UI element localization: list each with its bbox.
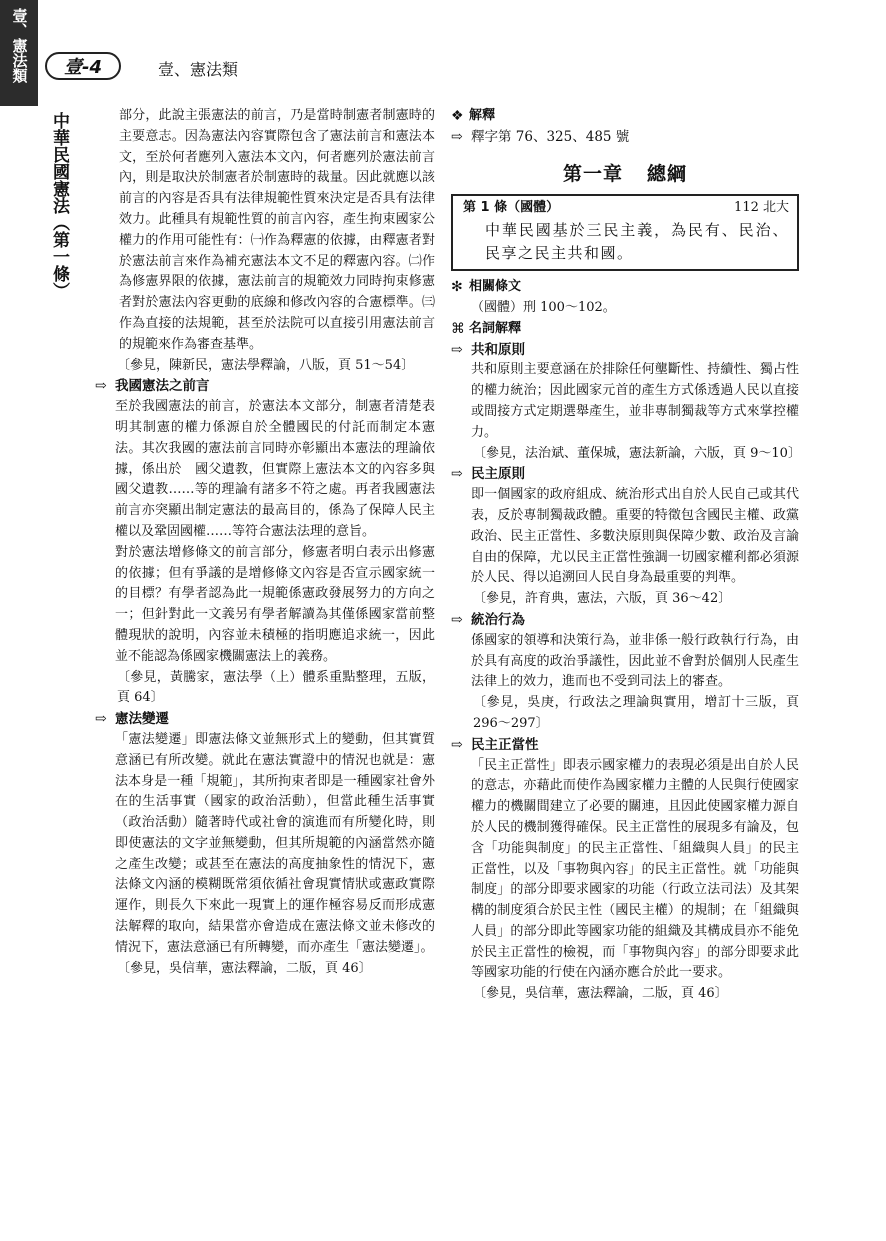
term-heading (451, 735, 799, 756)
chapter-name: 總綱 (647, 162, 688, 185)
paragraph: 共和原則主要意涵在於排除任何壟斷性、持續性、獨占性的權力統治；因此國家元首的產生方式係透過人民以直接或間接方式定期選舉產生，並非專制獨裁等方式來掌控權力。 (471, 362, 799, 440)
term-title: 我國憲法之前言 (115, 378, 210, 395)
reference: 〔參見，法治斌、董保城，憲法新論，六版，頁 9～10〕 (473, 445, 801, 461)
article-header (463, 198, 789, 219)
paragraph: 「憲法變遷」即憲法條文並無形式上的變動，但其實質意涵已有所改變。就此在憲法實證中的情況也就是：憲法本身是一種「規範」，其所拘束者即是一種國家社會外在的生活事實（國家的政治活動），但當此種生活事實（政治活動）隨著時代或社會的演進而有所變化時，則即使憲法的文字並無變動，但其所規範的內涵當然亦隨之產生改變；或甚至在憲法的高度抽象性的情況下，憲法條文內涵的模糊既常須依循社會現實情狀或憲政實際運作，則長久下來此一現實上的運作極容易反而形成憲法解釋的取向，結果當亦會造成在憲法條文並未修改的情況下，憲法意涵已有所轉變，而亦產生「憲法變遷」。 (115, 731, 435, 955)
asterisk-icon: ✻ (451, 279, 463, 296)
arrow-right-icon: ⇨ (451, 736, 463, 753)
paragraph: 係國家的領導和決策行為，並非係一般行政執行行為，由於具有高度的政治爭議性，因此並不會對於個別人民產生法律上的效力，進而也不受到司法上的審查。 (471, 632, 799, 690)
reference: 〔參見，吳信華，憲法釋論，二版，頁 46〕 (473, 986, 728, 1002)
term-title: 統治行為 (471, 611, 525, 628)
arrow-right-icon: ⇨ (451, 466, 463, 483)
arrow-right-icon: ⇨ (95, 711, 107, 728)
section-heading (451, 277, 799, 298)
article-label: 第 1 條（國體） (463, 200, 560, 216)
arrow-right-icon: ⇨ (451, 341, 463, 358)
term-heading (95, 376, 435, 397)
article-text: 中華民國基於三民主義，為民有、民治、民享之民主共和國。 (485, 221, 789, 263)
sidebar-title-text: 中華民國憲法（第一條） (49, 112, 70, 299)
reference: 〔參見，許育典，憲法，六版，頁 36～42〕 (473, 591, 732, 607)
section-heading (451, 106, 799, 127)
related-articles: （國體）刑 100～102。 (471, 299, 616, 315)
paragraph: 對於憲法增修條文的前言部分，修憲者明白表示出修憲的依據；但有爭議的是增修條文內容是否宣示國家統一的目標？有學者認為此一規範係憲政發展努力的方向之一；但針對此一文義另有學者解讀為其僅係國家當前整體現狀的說明，內容並未積極的指明應追求統一，因此並不能認為係國家機關憲法上的義務。 (115, 544, 435, 664)
paragraph: 至於我國憲法的前言，於憲法本文部分，制憲者清楚表明其制憲的權力係源自於全體國民的付託而制定本憲法。其次我國的憲法前言同時亦彰顯出本憲法的理論依據，係出於 國父遺教，但實際上憲法本文的內容多與 國父遺教……等的理論有諸多不符之處。再者我國憲法前言亦突顯出制定憲法的最高目的，係為了保障人民主權以及鞏固國權……等符合憲法法理的意旨。 (115, 399, 449, 539)
arrow-right-icon: ⇨ (451, 611, 463, 628)
reference: 〔參見，吳庚，行政法之理論與實用，增訂十三版，頁 296～297〕 (473, 695, 799, 731)
section-title: 相關條文 (469, 279, 522, 295)
term-title: 民主正當性 (471, 736, 539, 753)
cross-icon: ⌘ (451, 320, 465, 337)
sidebar-title (44, 112, 74, 299)
chapter-number: 第一章 (562, 162, 623, 185)
term-heading (95, 709, 435, 730)
section-title: 解釋 (469, 108, 496, 123)
diamond-icon: ❖ (451, 108, 464, 124)
interpretation-line (451, 127, 799, 148)
arrow-right-icon: ⇨ (451, 128, 463, 145)
interpretation-text: 釋字第 76、325、485 號 (471, 128, 630, 145)
chapter-tab (0, 0, 38, 106)
paragraph: 部分，此說主張憲法的前言，乃是當時制憲者制憲時的主要意志。因為憲法內容實際包含了憲法前言和憲法本文，至於何者應列入憲法本文內，何者應列於憲法前言內，則是取決於制憲者於制憲時的裁量。因此就應以該前言的內容是否具有法律規範性質來決定是否具有法律效力。此種具有規範性質的前言內容，產生拘束國家公權力的作用可能性有：㈠作為釋憲的依據，由釋憲者對於憲法前言來作為補充憲法本文不足的釋憲內容。㈡作為修憲界限的依據，憲法前言的規範效力同時拘束修憲者對於憲法內容更動的底線和修改內容的合憲標準。㈢作為直接的法規範，甚至於法院可以直接引用憲法前言的規範來作為審查基準。 (119, 108, 435, 352)
term-heading (451, 610, 799, 631)
arrow-right-icon: ⇨ (95, 378, 107, 395)
term-title: 民主原則 (471, 466, 525, 483)
article-box (451, 194, 799, 271)
section-title: 名詞解釋 (469, 320, 522, 336)
term-title: 共和原則 (471, 341, 525, 358)
chapter-title (451, 164, 799, 185)
section-heading (451, 319, 799, 340)
paragraph: 「民主正當性」即表示國家權力的表現必須是出自於人民的意志，亦藉此而使作為國家權力主體的人民與行使國家權力的機關間建立了必要的關連，且因此使國家權力源自於人民的機制獲得確保。民主正當性的展現多有論及，包含「功能與制度」的民主正當性、「組織與人員」的民主正當性，以及「事物與內容」的民主正當性。就「功能與制度」的部分即要求國家的功能（行政立法司法）及其架構的制度須合於民主性（國民主權）的規制；在「組織與人員」的部分即此等國家功能的組織及其構成員亦不能免於民主正當性的檢視，而「事物與內容」的部分即要求此等國家功能的行使在內涵亦應合於此一要求。 (471, 757, 799, 981)
left-column (95, 106, 449, 979)
reference: 〔參見，黃騰家，憲法學（上）體系重點整理，五版，頁 64〕 (117, 669, 435, 706)
reference: 〔參見，吳信華，憲法釋論，二版，頁 46〕 (117, 960, 372, 976)
exam-note: 112 北大 (734, 200, 789, 216)
paragraph: 即一個國家的政府組成、統治形式出自於人民自己或其代表，反於專制獨裁政體。重要的特徵包含國民主權、政黨政治、民主正當性、多數決原則與保障少數、政治及言論自由的保障，尤以民主正當性強調一切國家權利都必須源於人民、得以追溯回人民自身為最重要的判準。 (471, 487, 799, 586)
term-title: 憲法變遷 (115, 711, 169, 728)
header-title: 壹、憲法類 (158, 60, 239, 79)
reference: 〔參見，陳新民，憲法學釋論，八版，頁 51～54〕 (117, 357, 415, 373)
page-number-badge: 壹-4 (45, 52, 121, 80)
term-heading (451, 464, 799, 485)
chapter-tab-label: 壹、憲法類 (10, 8, 29, 83)
term-heading (451, 340, 799, 361)
right-column (451, 106, 799, 1005)
